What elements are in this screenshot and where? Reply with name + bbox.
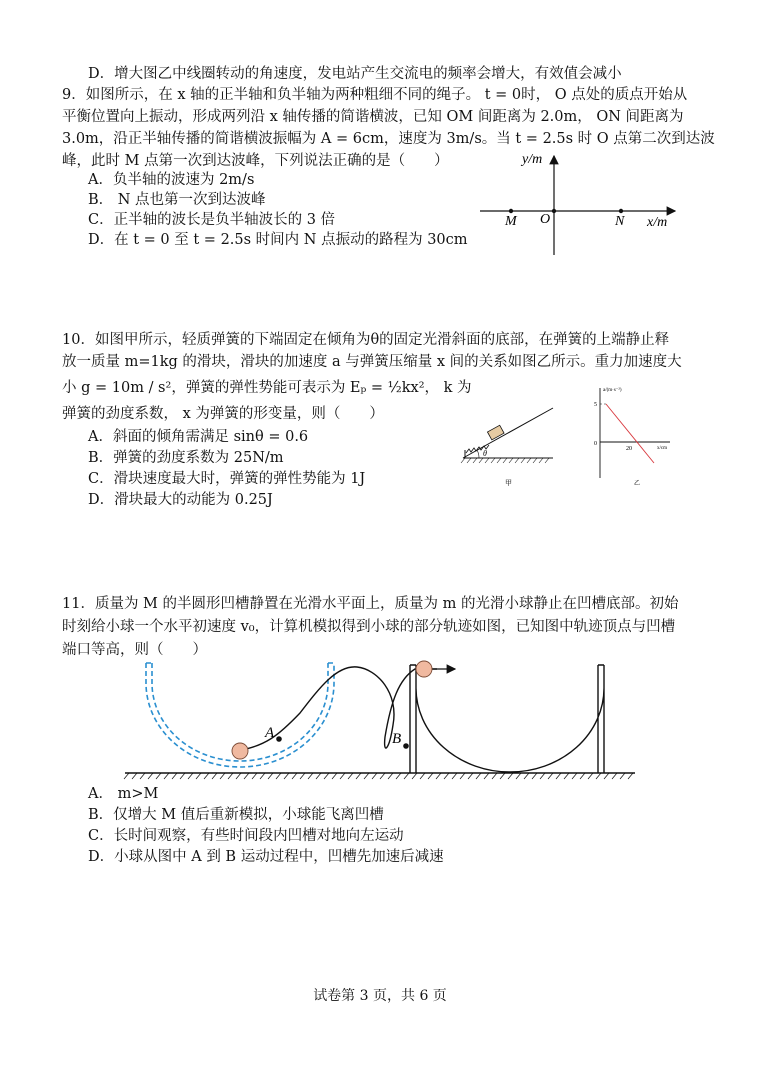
theta-label: θ	[483, 449, 487, 458]
q10-option-d: D．滑块最大的动能为 0.25J	[88, 492, 273, 508]
final-groove-solid	[410, 665, 604, 773]
y-axis-label: a/(m·s⁻²)	[603, 388, 622, 393]
q11-stem-line-2: 时刻给小球一个水平初速度 v₀，计算机模拟得到小球的部分轨迹如图，已知图中轨迹顶点与凹槽	[62, 619, 676, 635]
q10-stem-line-1: 10．如图甲所示，轻质弹簧的下端固定在倾角为θ的固定光滑斜面的底部，在弹簧的上端静止释	[62, 332, 670, 348]
caption-yi: 乙	[634, 481, 641, 487]
q11-option-a: A． m>M	[88, 786, 159, 802]
q10-stem-line-4: 弹簧的劲度系数， x 为弹簧的形变量，则（ ）	[62, 406, 384, 422]
q10-acceleration-graph-yi	[582, 378, 682, 493]
q9-stem-line-3: 3.0m，沿正半轴传播的简谐横波振幅为 A = 6cm，速度为 3m/s。当 t = 2.5s 时 O 点第二次到达波	[62, 131, 715, 147]
q9-stem-line-4: 峰，此时 M 点第一次到达波峰，下列说法正确的是（ ）	[62, 153, 449, 169]
point-o-dot	[552, 209, 556, 213]
point-m-dot	[509, 209, 513, 213]
q9-option-c: C．正半轴的波长是负半轴波长的 3 倍	[88, 212, 336, 228]
q9-stem-line-1: 9．如图所示，在 x 轴的正半轴和负半轴为两种粗细不同的绳子。 t = 0时， O 点处的质点开始从	[62, 87, 688, 103]
point-b-dot	[403, 743, 409, 749]
q10-incline-figure-jia	[455, 395, 570, 490]
slider-block	[487, 425, 504, 440]
q11-option-b: B．仅增大 M 值后重新模拟，小球能飞离凹槽	[88, 807, 384, 823]
q11-option-c: C．长时间观察，有些时间段内凹槽对地向左运动	[88, 828, 404, 844]
q9-wave-axis-figure	[470, 150, 700, 260]
q9-option-d: D．在 t = 0 至 t = 2.5s 时间内 N 点振动的路程为 30cm	[88, 232, 468, 248]
tick-x-20: 20	[626, 446, 632, 452]
point-b-label: B	[392, 731, 402, 747]
y-axis-label: y/m	[522, 152, 543, 167]
ground-hatch	[461, 458, 549, 463]
point-a-dot	[276, 736, 282, 742]
q9-option-a: A．负半轴的波速为 2m/s	[88, 172, 255, 188]
a-x-line	[606, 404, 654, 463]
point-n-dot	[619, 209, 623, 213]
point-n-label: N	[615, 214, 625, 229]
q8-option-d: D．增大图乙中线圈转动的角速度，发电站产生交流电的频率会增大，有效值会减小	[88, 66, 622, 82]
q11-groove-trajectory-figure	[115, 655, 645, 780]
x-axis-label: x/m	[647, 215, 668, 230]
q11-stem-line-3: 端口等高，则（ ）	[62, 642, 207, 658]
tick-y-5: 5	[594, 402, 597, 408]
q10-option-a: A．斜面的倾角需满足 sinθ = 0.6	[88, 429, 309, 445]
ball-start	[232, 743, 248, 759]
q10-option-c: C．滑块速度最大时，弹簧的弹性势能为 1J	[88, 471, 366, 487]
angle-arc	[477, 450, 479, 458]
q10-stem-line-2: 放一质量 m=1kg 的滑块，滑块的加速度 a 与弹簧压缩量 x 间的关系如图乙所示。重力加速度大	[62, 354, 682, 370]
q10-stem-line-3: 小 g = 10m / s²，弹簧的弹性势能可表示为 Eₚ = ½kx²， k 为	[62, 380, 472, 396]
point-m-label: M	[505, 214, 517, 229]
tick-origin: 0	[594, 441, 597, 447]
q9-option-b: B． N 点也第一次到达波峰	[88, 192, 266, 208]
q11-stem-line-1: 11．质量为 M 的半圆形凹槽静置在光滑水平面上，质量为 m 的光滑小球静止在凹槽底部。初始	[62, 596, 679, 612]
page-footer: 试卷第 3 页，共 6 页	[313, 988, 447, 1004]
point-a-label: A	[265, 725, 275, 741]
q11-option-d: D．小球从图中 A 到 B 运动过程中，凹槽先加速后减速	[88, 849, 444, 865]
ground-hatch	[124, 773, 633, 779]
q9-stem-line-2: 平衡位置向上振动，形成两列沿 x 轴传播的简谐横波，已知 OM 间距离为 2.0m， ON 间距离为	[62, 109, 684, 125]
x-axis-label: x/cm	[657, 446, 667, 451]
caption-jia: 甲	[505, 479, 512, 487]
ball-top	[416, 661, 432, 677]
q10-option-b: B．弹簧的劲度系数为 25N/m	[88, 450, 284, 466]
point-o-label: O	[540, 212, 551, 227]
